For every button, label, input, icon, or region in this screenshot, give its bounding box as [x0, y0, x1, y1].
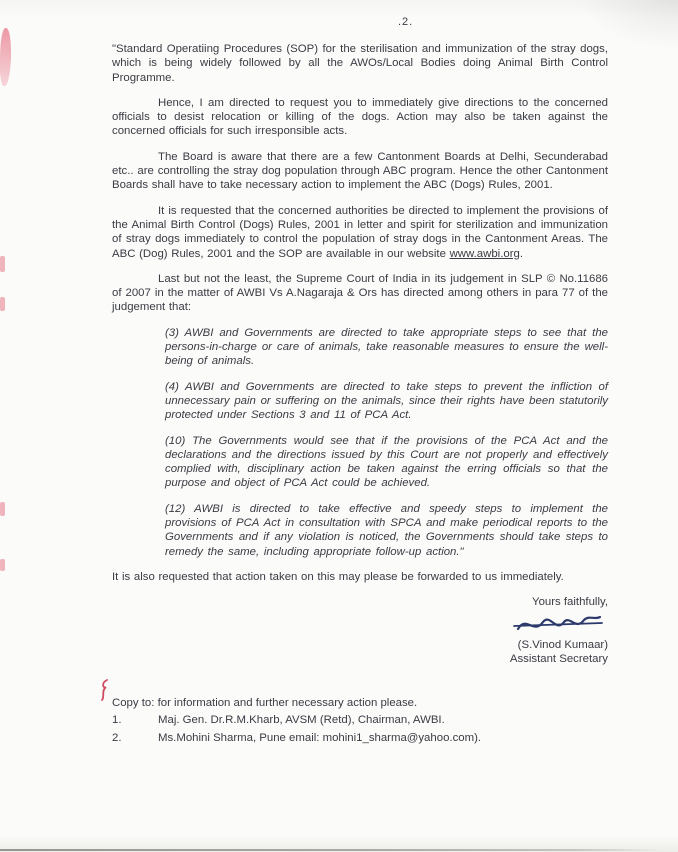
paragraph-cantonment-boards: The Board is aware that there are a few Cantonment Boards at Delhi, Secunderabad etc.. are controlling the stray dog population through ABC program. Hence the other Cantonment Boards shall have to take necessary action to implement the ABC (Dogs) Rules, 2001.: [112, 150, 608, 192]
copy-item-number: 1.: [112, 713, 122, 726]
paragraph-supreme-court: Last but not the least, the Supreme Court of India in its judgement in SLP © No.11686 of 2007 in the matter of AWBI Vs A.Nagaraja & Ors has directed among others in para 77 of the judgement that:: [112, 272, 608, 314]
copy-item-number: 2.: [112, 732, 122, 745]
quote-para-10: (10) The Governments would see that if the provisions of the PCA Act and the declarations and the directions issued by this Court are not properly and effectively complied with, disciplinary action be taken against the erring officials so that the purpose and object of PCA Act could be achieved.: [165, 434, 608, 490]
paragraph-abc-period: .: [519, 247, 524, 260]
paragraph-abc-rules: [112, 204, 608, 261]
page-number: .2.: [398, 16, 414, 28]
paragraph-directions: Hence, I am directed to request you to immediately give directions to the concerned officials to desist relocation or killing of the dogs. Action may also be taken against the concerned officials for such irresponsible acts.: [112, 96, 608, 138]
copy-item: [112, 731, 608, 746]
copy-item: [112, 713, 608, 728]
quote-para-3: (3) AWBI and Governments are directed to take appropriate steps to see that the persons-in-charge or care of animals, take reasonable measures to ensure the well-being of animals.: [165, 326, 608, 368]
signature-block: [112, 595, 608, 667]
signatory-name: (S.Vinod Kumaar): [517, 638, 608, 651]
website-link: www.awbi.org: [449, 247, 520, 260]
quote-para-4: (4) AWBI and Governments are directed to take steps to prevent the infliction of unnecessary pain or suffering on the animals, since their rights have been statutorily protected under Sections 3 and 11 of PCA Act.: [165, 380, 608, 422]
paragraph-abc-text: It is requested that the concerned authorities be directed to implement the provisions of the Animal Birth Control (Dogs) Rules, 2001 in letter and spirit for sterilization and immunization of stray dogs immediately to control the population of stray dogs in the Cantonment Areas. The ABC (Dog) Rules, 2001 and the SOP are available in our website: [112, 204, 608, 260]
closing-request: It is also requested that action taken on this may please be forwarded to us immediately.: [112, 570, 564, 583]
quote-para-12: (12) AWBI is directed to take effective and speedy steps to implement the provisions of PCA Act in consultation with SPCA and make periodical reports to the Governments and if any violation is noticed, the Governments should take steps to remedy the same, including appropriate follow-up action.": [165, 502, 608, 558]
paragraph-sop: "Standard Operatiing Procedures (SOP) for the sterilisation and immunization of the stray dogs, which is being widely followed by all the AWOs/Local Bodies doing Animal Birth Control Programme.: [112, 43, 608, 84]
copy-to-label: Copy to: for information and further necessary action please.: [112, 696, 418, 709]
signatory-title: Assistant Secretary: [509, 653, 608, 666]
complimentary-close: Yours faithfully,: [532, 596, 608, 609]
copy-item-text: Ms.Mohini Sharma, Pune email: mohini1_sharma@yahoo.com).: [158, 732, 482, 745]
copy-item-text: Maj. Gen. Dr.R.M.Kharb, AVSM (Retd), Chairman, AWBI.: [158, 713, 445, 726]
signature-scribble-icon: [512, 612, 604, 638]
